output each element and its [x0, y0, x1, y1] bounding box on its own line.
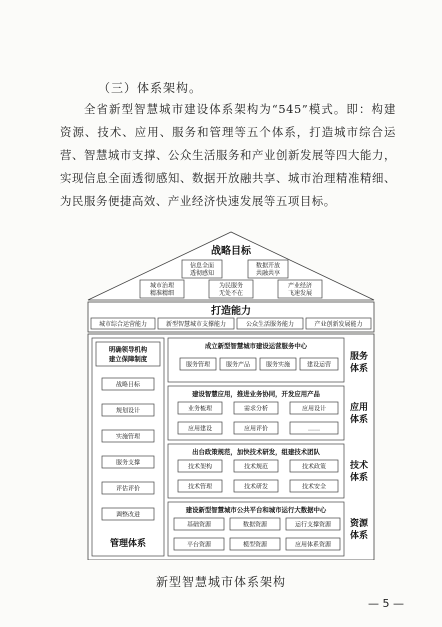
goal-1-line2: 透彻感知 — [189, 270, 215, 277]
resource-item-2: 数据资源 — [242, 521, 268, 529]
management-item-1: 战略目标 — [115, 381, 141, 389]
application-item-2: 需求分析 — [243, 405, 269, 413]
management-item-2: 规划设计 — [115, 407, 141, 415]
technology-label-line2: 体系 — [349, 473, 369, 483]
resource-item-3: 运行支撑资源 — [294, 521, 332, 529]
goal-2-line2: 共融共享 — [255, 270, 281, 277]
goals-title: 战略目标 — [211, 246, 251, 257]
goal-4-line2: 无处不在 — [218, 290, 244, 297]
goal-3-line1: 城市治理 — [149, 282, 175, 290]
goal-1-line1: 信息全面 — [189, 262, 215, 270]
management-top-line2: 建立保障制度 — [108, 355, 148, 363]
resource-item-5: 模型资源 — [242, 541, 268, 549]
service-label-line1: 服务 — [349, 352, 369, 362]
management-item-4: 服务支撑 — [115, 459, 141, 467]
technology-item-5: 技术研发 — [243, 483, 269, 491]
technology-item-4: 技术管理 — [187, 483, 213, 491]
application-item-5: 应用评价 — [243, 425, 269, 433]
resource-label-line1: 资源 — [349, 519, 369, 529]
capability-2: 新型智慧城市支撑能力 — [165, 321, 227, 328]
resource-header: 建设新型智慧城市公共平台和城市运行大数据中心 — [185, 506, 327, 514]
application-item-1: 业务梳理 — [187, 405, 213, 413]
architecture-diagram — [84, 230, 378, 560]
application-header: 建设智慧应用，推进业务协同，开发应用产品 — [192, 390, 320, 398]
application-item-4: 应用建设 — [187, 425, 213, 433]
resource-item-6: 应用体系资源 — [294, 541, 332, 549]
application-item-6: …… — [308, 425, 320, 433]
technology-item-1: 技术架构 — [187, 463, 213, 471]
service-item-3: 服务实施 — [265, 361, 291, 369]
management-label: 管理体系 — [109, 539, 147, 549]
capabilities-title: 打造能力 — [211, 306, 251, 317]
management-item-3: 实施管理 — [115, 433, 141, 441]
capability-3: 公众生活服务能力 — [245, 321, 295, 328]
application-label-line1: 应用 — [349, 403, 369, 413]
goal-5-line2: 飞速发展 — [287, 290, 313, 297]
resource-item-4: 平台资源 — [186, 541, 212, 549]
page-number: — 5 — — [368, 597, 404, 610]
service-label-line2: 体系 — [349, 364, 369, 374]
goal-5-line1: 产业经济 — [287, 282, 313, 290]
goal-3-line2: 精准精细 — [149, 290, 175, 297]
management-item-5: 评估评价 — [115, 485, 141, 493]
service-item-4: 建设运营 — [306, 361, 332, 369]
figure-caption: 新型智慧城市体系架构 — [155, 575, 286, 589]
management-top-line1: 明确领导机构 — [108, 345, 148, 354]
technology-label-line1: 技术 — [349, 461, 369, 471]
application-item-3: 应用设计 — [301, 405, 327, 413]
service-item-2: 服务产品 — [225, 361, 251, 369]
goal-2-line1: 数据开放 — [255, 262, 281, 270]
technology-item-3: 技术政策 — [301, 463, 327, 471]
capability-4: 产业创新发展能力 — [314, 321, 363, 328]
body-paragraph: 全省新型智慧城市建设体系架构为“545”模式。即：构建资源、技术、应用、服务和管理等五个体系，打造城市综合运营、智慧城市支撑、公众生活服务和产业创新发展等四大能力，实现信息全面透彻感知、数据开放融共享、城市治理精准精细、为民服务便捷高效、产业经济快速发展等五项目标。 — [60, 102, 396, 208]
technology-header: 出台政策规范，加快技术研发，组建技术团队 — [192, 448, 320, 456]
technology-item-2: 技术规范 — [243, 463, 269, 471]
resource-item-1: 基础资源 — [186, 521, 212, 529]
management-column — [92, 338, 164, 556]
technology-item-6: 技术安全 — [301, 483, 327, 491]
application-label-line2: 体系 — [349, 415, 369, 425]
capability-1: 城市综合运营能力 — [98, 321, 148, 328]
management-item-6: 调整改进 — [115, 511, 141, 519]
service-header: 成立新型智慧城市建设运营服务中心 — [204, 342, 308, 350]
section-heading: （三）体系架构。 — [98, 81, 203, 95]
service-item-1: 服务管理 — [185, 361, 211, 369]
goal-4-line1: 为民服务 — [218, 282, 244, 290]
resource-label-line2: 体系 — [349, 531, 369, 541]
